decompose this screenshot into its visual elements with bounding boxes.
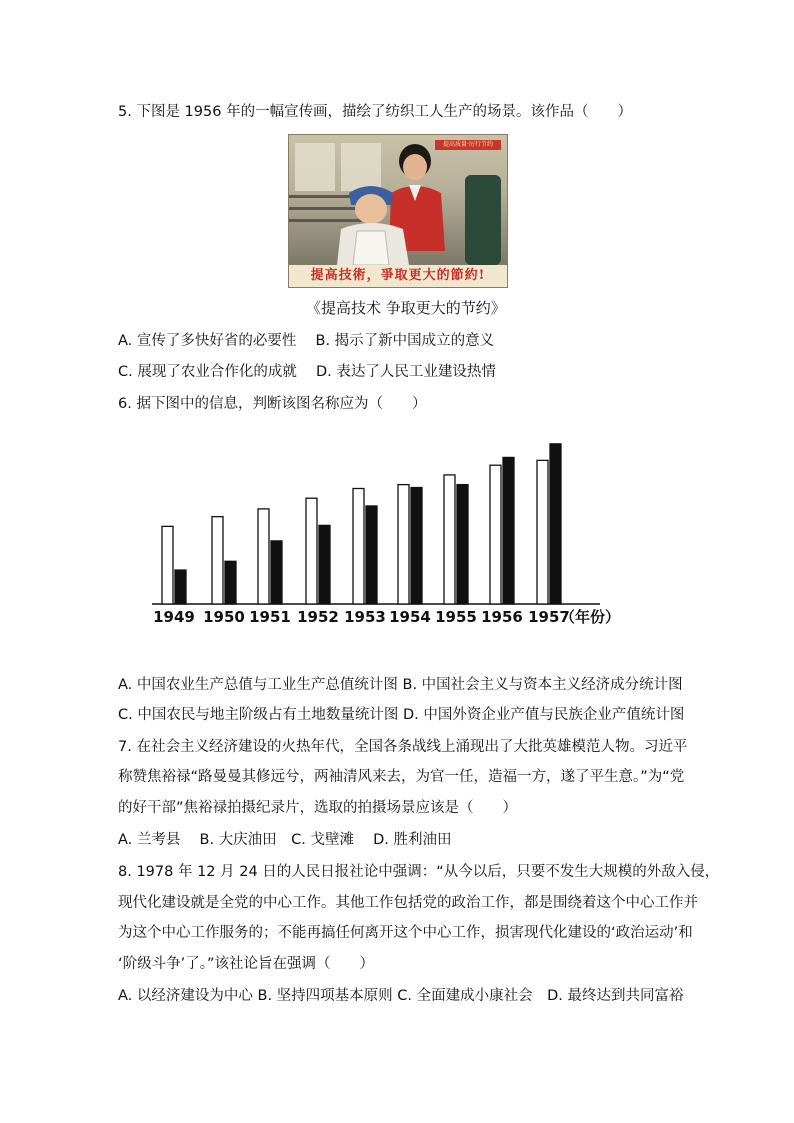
q6-options-cd: C. 中国农民与地主阶级占有土地数量统计图 D. 中国外资企业产值与民族企业产值统计图 bbox=[118, 707, 685, 723]
x-tick-label: 1950 bbox=[203, 608, 245, 626]
bar-white-1950 bbox=[212, 517, 223, 604]
q8-options: A. 以经济建设为中心 B. 坚持四项基本原则 C. 全面建成小康社会 D. 最终达到共同富裕 bbox=[118, 988, 684, 1004]
bar-white-1953 bbox=[353, 489, 364, 605]
x-tick-label: 1955 bbox=[435, 608, 477, 626]
bar-black-1951 bbox=[271, 541, 282, 604]
poster-caption: 提高技術，爭取更大的節約! bbox=[289, 265, 507, 287]
poster-banner: 提高质量·厉行节约 bbox=[435, 140, 501, 150]
x-tick-label: 1951 bbox=[249, 608, 291, 626]
q8-line-2: 现代化建设就是全党的中心工作。其他工作包括党的政治工作，都是围绕着这个中心工作并 bbox=[118, 895, 698, 911]
x-tick-label: 1954 bbox=[389, 608, 431, 626]
bar-black-1955 bbox=[457, 485, 468, 604]
x-tick-label: 1949 bbox=[153, 608, 195, 626]
q8-line-3: 为这个中心工作服务的；不能再搞任何离开这个中心工作，损害现代化建设的‘政治运动’和 bbox=[118, 925, 693, 941]
bar-black-1954 bbox=[411, 488, 422, 604]
x-tick-label: 1956 bbox=[481, 608, 523, 626]
q8-line-4: ‘阶级斗争’了。”该社论旨在强调（ ） bbox=[118, 956, 374, 972]
propaganda-poster-image bbox=[288, 134, 508, 288]
x-tick-label: 1952 bbox=[297, 608, 339, 626]
worker-woman-white-icon bbox=[335, 179, 415, 265]
x-tick-label: 1953 bbox=[344, 608, 386, 626]
bar-white-1952 bbox=[306, 498, 317, 604]
bar-black-1949 bbox=[175, 570, 186, 604]
q5-stem: 5. 下图是 1956 年的一幅宣传画，描绘了纺织工人生产的场景。该作品（ ） bbox=[118, 104, 633, 120]
bar-white-1956 bbox=[490, 465, 501, 604]
textile-machine-icon bbox=[465, 175, 501, 265]
x-axis-unit-label: （年份） bbox=[560, 608, 621, 626]
bar-white-1955 bbox=[444, 475, 455, 604]
q8-line-1: 8. 1978 年 12 月 24 日的人民日报社论中强调：“从今以后，只要不发生大规模的外敌入侵， bbox=[118, 864, 720, 880]
bar-white-1949 bbox=[162, 526, 173, 604]
bar-black-1953 bbox=[366, 506, 377, 604]
bar-chart bbox=[150, 432, 640, 632]
bar-black-1952 bbox=[319, 525, 330, 604]
q6-options-ab: A. 中国农业生产总值与工业生产总值统计图 B. 中国社会主义与资本主义经济成分统计图 bbox=[118, 677, 683, 693]
x-tick-label: 1957 bbox=[528, 608, 570, 626]
bar-white-1957 bbox=[537, 460, 548, 604]
q5-options-cd: C. 展现了农业合作化的成就 D. 表达了人民工业建设热情 bbox=[118, 364, 496, 380]
q7-line-1: 7. 在社会主义经济建设的火热年代，全国各条战线上涌现出了大批英雄模范人物。习近平 bbox=[118, 739, 688, 755]
bar-white-1951 bbox=[258, 509, 269, 604]
q6-stem: 6. 据下图中的信息，判断该图名称应为（ ） bbox=[118, 396, 427, 412]
bar-black-1956 bbox=[503, 457, 514, 604]
figure-caption: 《提高技术 争取更大的节约》 bbox=[306, 299, 506, 317]
q7-line-3: 的好干部”焦裕禄拍摄纪录片，选取的拍摄场景应该是（ ） bbox=[118, 800, 518, 816]
bar-white-1954 bbox=[398, 485, 409, 604]
bar-black-1957 bbox=[550, 444, 561, 604]
q7-options: A. 兰考县 B. 大庆油田 C. 戈壁滩 D. 胜利油田 bbox=[118, 832, 452, 848]
q7-line-2: 称赞焦裕禄“路曼曼其修远兮，两袖清风来去，为官一任，造福一方，遂了平生意。”为“党 bbox=[118, 769, 685, 785]
bar-black-1950 bbox=[225, 561, 236, 604]
q5-options-ab: A. 宣传了多快好省的必要性 B. 揭示了新中国成立的意义 bbox=[118, 333, 495, 349]
